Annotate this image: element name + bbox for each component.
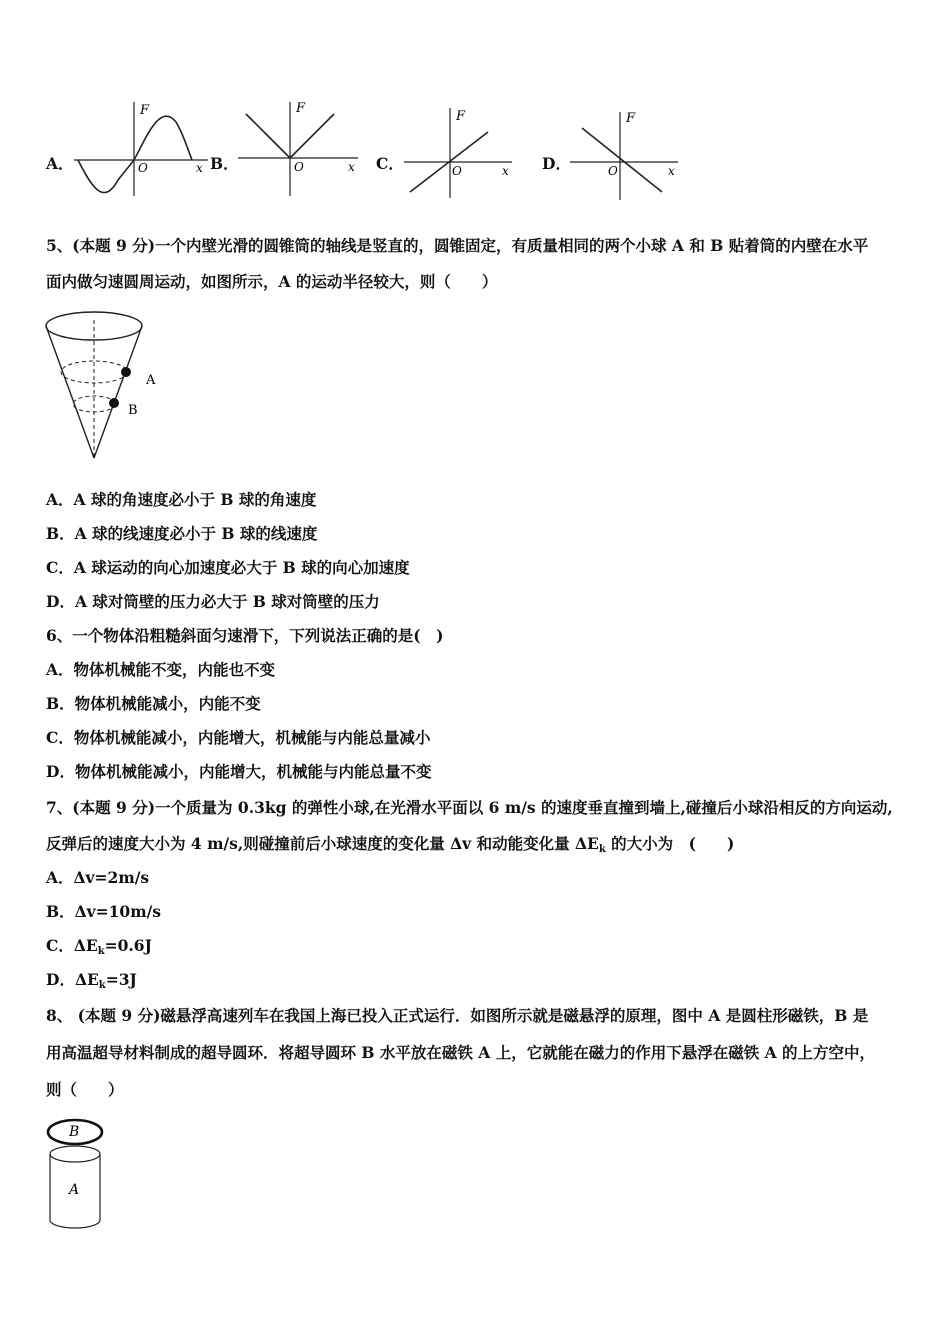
ball-b xyxy=(109,398,119,408)
q6-option-b[interactable]: B．物体机械能减小，内能不变 xyxy=(46,694,261,713)
q6-stem: 6、一个物体沿粗糙斜面匀速滑下，下列说法正确的是( ) xyxy=(46,626,444,645)
graph-c-x-label: x xyxy=(502,164,509,178)
q7-option-d[interactable]: D．$\Delta E_k=3J$ xyxy=(46,970,137,991)
q8-magnet-figure xyxy=(44,1116,108,1232)
graph-d-f-label: F xyxy=(626,111,636,126)
q7-option-c[interactable]: C．$\Delta E_k=0.6J$ xyxy=(46,936,152,957)
graph-c-f-label: F xyxy=(456,109,466,124)
graph-b-v-shape xyxy=(234,98,364,198)
q5-stem-line1: 5、(本题 9 分)一个内壁光滑的圆锥筒的轴线是竖直的，圆锥固定，有质量相同的两个小球 A 和 B 贴着筒的内壁在水平 xyxy=(46,236,869,255)
graph-d-falling-line xyxy=(566,108,686,202)
q8-fig-label-b: B xyxy=(69,1124,80,1140)
q8-fig-label-a: A xyxy=(69,1182,80,1198)
graph-c-rising-line xyxy=(400,104,520,200)
q5-option-b[interactable]: B．A 球的线速度必小于 B 球的线速度 xyxy=(46,524,318,543)
graph-d-origin-label: O xyxy=(608,164,618,178)
graph-b-x-label: x xyxy=(348,160,355,174)
graph-a-sine xyxy=(68,98,213,198)
graph-b-f-label: F xyxy=(296,101,306,116)
q5-option-c[interactable]: C．A 球运动的向心加速度必大于 B 球的向心加速度 xyxy=(46,558,410,577)
option-d-label[interactable]: D． xyxy=(542,154,571,173)
q8-stem-line3: 则（ ） xyxy=(46,1080,124,1099)
option-b-label[interactable]: B． xyxy=(210,154,239,173)
q6-option-a[interactable]: A．物体机械能不变，内能也不变 xyxy=(46,660,276,679)
graph-c-origin-label: O xyxy=(452,164,462,178)
graph-d-x-label: x xyxy=(668,164,675,178)
q6-option-c[interactable]: C．物体机械能减小，内能增大，机械能与内能总量减小 xyxy=(46,728,431,747)
q5-option-d[interactable]: D．A 球对筒壁的压力必大于 B 球对筒壁的压力 xyxy=(46,592,380,611)
q5-option-a[interactable]: A．A 球的角速度必小于 B 球的角速度 xyxy=(46,490,317,509)
q7-option-b[interactable]: B．Δv=10m/s xyxy=(46,902,161,921)
ball-a xyxy=(121,367,131,377)
option-c-label[interactable]: C． xyxy=(376,154,404,173)
graph-a-f-label: F xyxy=(140,103,150,118)
q5-fig-label-a: A xyxy=(146,373,156,388)
q6-option-d[interactable]: D．物体机械能减小，内能增大，机械能与内能总量不变 xyxy=(46,762,432,781)
q8-stem-line2: 用高温超导材料制成的超导圆环．将超导圆环 B 水平放在磁铁 A 上，它就能在磁力的作用下悬浮在磁铁 A 的上方空中， xyxy=(46,1043,876,1062)
option-a-label[interactable]: A． xyxy=(46,154,74,173)
graph-a-origin-label: O xyxy=(138,161,148,175)
q7-stem-line2: 反弹后的速度大小为 4 m/s,则碰撞前后小球速度的变化量 Δv 和动能变化量 $\Delta E_k$ 的大小为 ( ) xyxy=(46,834,735,855)
graph-a-x-label: x xyxy=(196,161,203,175)
q5-cone-figure xyxy=(42,306,172,464)
q5-fig-label-b: B xyxy=(128,403,138,418)
q7-option-a[interactable]: A．Δv=2m/s xyxy=(46,868,150,887)
graph-b-origin-label: O xyxy=(294,160,304,174)
q8-stem-line1: 8、 (本题 9 分)磁悬浮高速列车在我国上海已投入正式运行．如图所示就是磁悬浮的原理，图中 A 是圆柱形磁铁，B 是 xyxy=(46,1006,869,1025)
q7-stem-line1: 7、(本题 9 分)一个质量为 0.3kg 的弹性小球,在光滑水平面以 6 m/s 的速度垂直撞到墙上,碰撞后小球沿相反的方向运动, xyxy=(46,798,893,817)
q5-stem-line2: 面内做匀速圆周运动，如图所示，A 的运动半径较大，则（ ） xyxy=(46,272,498,291)
